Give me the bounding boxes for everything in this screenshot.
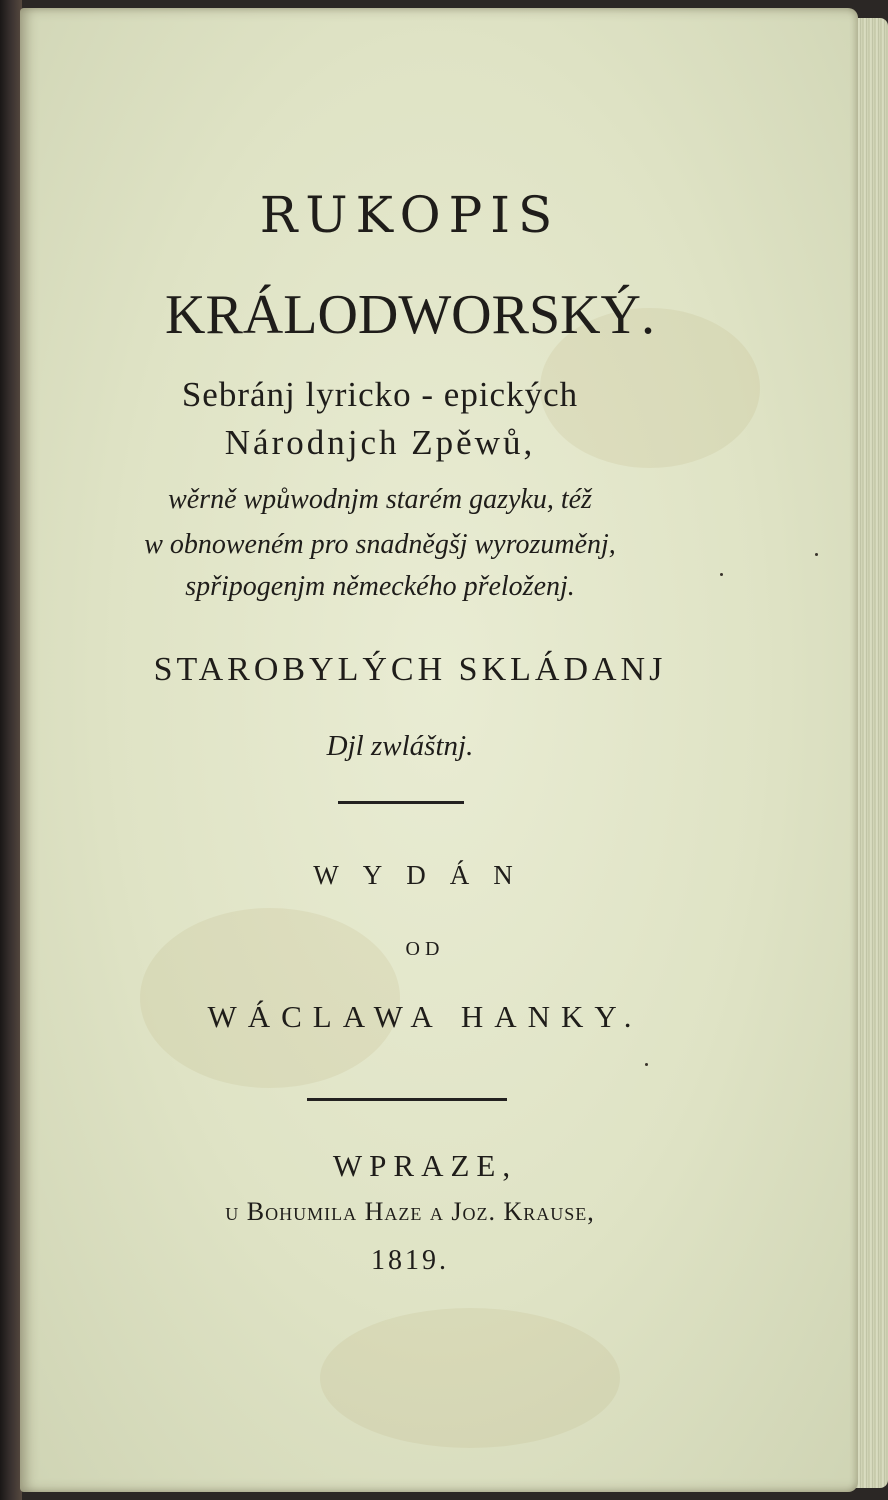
paper-stain bbox=[320, 1308, 620, 1448]
description-line-1: wěrně wpůwodnjm starém gazyku, též bbox=[168, 484, 592, 515]
issued-label: WYDÁN bbox=[313, 860, 537, 890]
collection-heading: STAROBYLÝCH SKLÁDANJ bbox=[153, 651, 667, 688]
title-line-2: KRÁLODWORSKÝ. bbox=[165, 284, 655, 346]
subtitle-line-1: Sebránj lyricko - epických bbox=[181, 375, 579, 414]
subtitle-line-2: Národnjch Zpěwů, bbox=[224, 423, 536, 462]
publication-year: 1819. bbox=[371, 1245, 449, 1276]
title-line-1: RUKOPIS bbox=[259, 186, 561, 244]
divider-rule bbox=[307, 1098, 507, 1101]
paper-speck bbox=[720, 573, 723, 576]
title-page bbox=[20, 8, 858, 1492]
description-line-2: w obnoweném pro snadněgšj wyrozuměnj, bbox=[144, 529, 616, 560]
divider-rule bbox=[338, 801, 464, 804]
by-label: OD bbox=[405, 938, 445, 960]
description-line-3: spřipogenjm německého přeloženj. bbox=[185, 571, 575, 602]
part-label: Djl zwláštnj. bbox=[326, 730, 474, 762]
paper-stain bbox=[140, 908, 400, 1088]
page-edges bbox=[855, 18, 888, 1488]
publisher-line: u Bohumila Haze a Joz. Krause, bbox=[225, 1197, 595, 1226]
editor-name: WÁCLAWA HANKY. bbox=[207, 999, 643, 1034]
paper-speck bbox=[815, 553, 818, 556]
paper-speck bbox=[645, 1063, 648, 1066]
place-of-publication: WPRAZE, bbox=[332, 1148, 518, 1183]
book-spine bbox=[0, 0, 22, 1500]
